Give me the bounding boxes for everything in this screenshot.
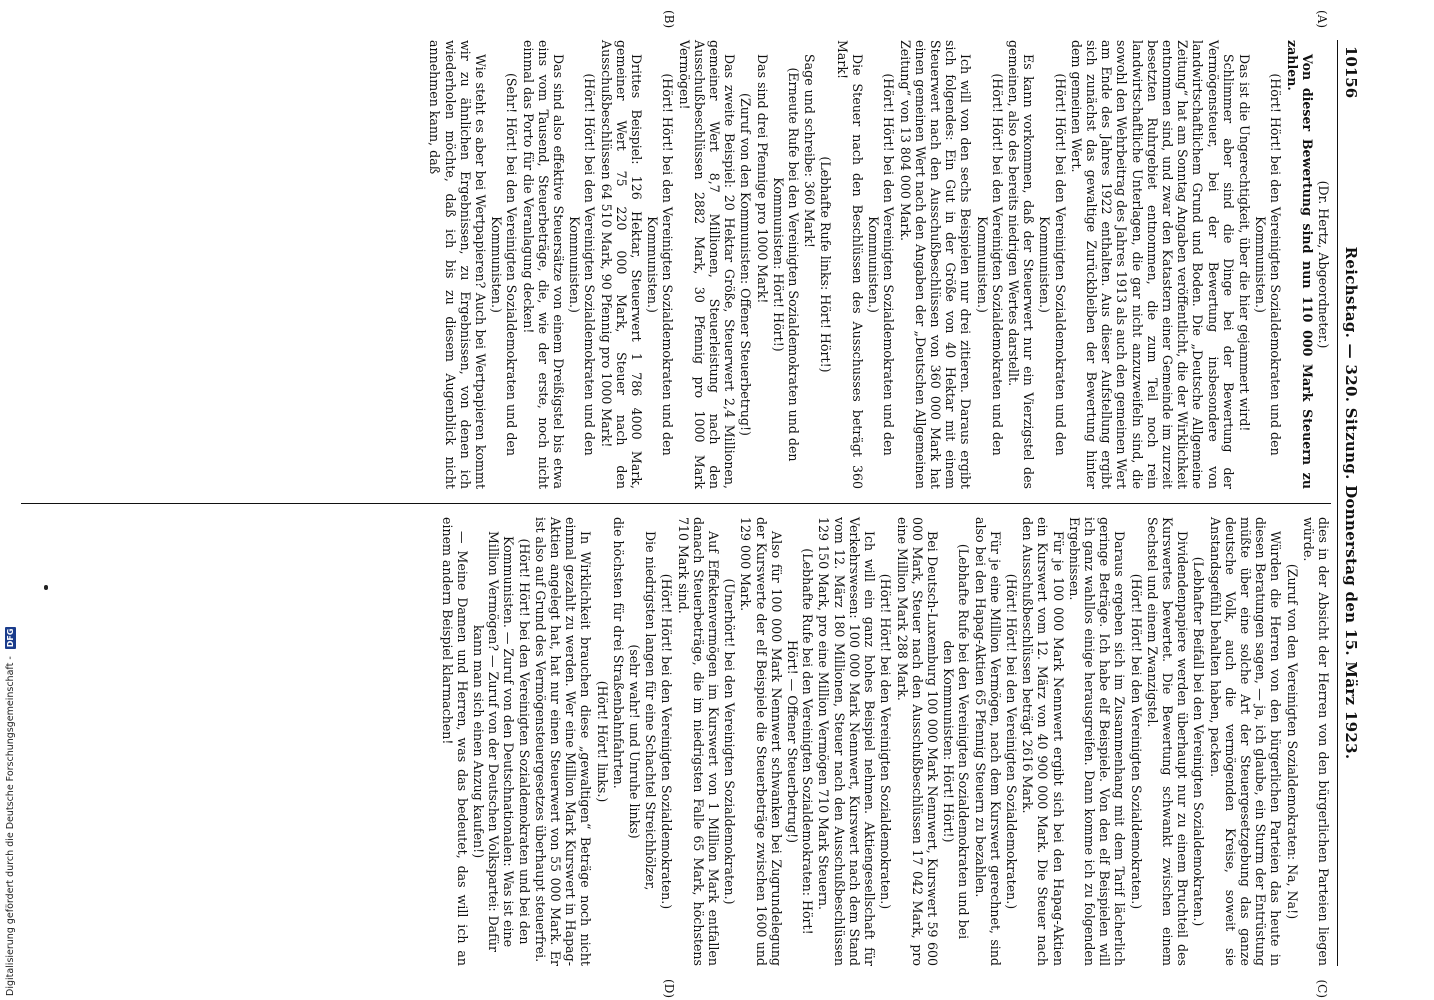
column-divider	[21, 503, 1331, 504]
paragraph: Wie steht es aber bei Wertpapieren? Auch bei Wertpapieren kommt wir zu ähnlichen Ergebnissen, zu Ergebnissen, von denen ich wiederholen möchte, daß ich bis zu diesem Augenblick nicht annehmen kann, daß	[427, 40, 489, 489]
paragraph: Das sind also effektive Steuersätze von einem Dreißigstel bis etwa eins vom Tausend, Steuerbeträge, die, wie der erste, noch nicht einmal das Porto für die Veranlagung decken!	[520, 40, 567, 489]
interjection: (Hört! Hört! bei den Vereinigten Sozialdemokraten.)	[1128, 573, 1144, 910]
right-column	[21, 503, 1331, 966]
paragraph: Für je 100 000 Mark Nennwert ergibt sich bei den Hapag-Aktien ein Kurswert vom 12. März von 40 900 000 Mark. Die Steuer nach den Ausschußbeschlüssen beträgt 2616 Mark.	[1020, 517, 1066, 966]
margin-mark-a: (A)	[1315, 10, 1329, 29]
paragraph: Die Steuer nach den Beschlüssen des Ausschusses beträgt 360 Mark!	[834, 40, 865, 489]
interjection: (Unerhört! bei den Vereinigten Sozialdemokraten.)	[722, 578, 738, 905]
paragraph: Auf Effektenvermögen im Kurswert von 1 Million Mark entfallen danach Steuerbeträge, die im niedrigsten Falle 65 Mark, höchstens 710 Mark sind.	[675, 517, 722, 966]
paragraph: Also für 100 000 Mark Nennwert schwanken bei Zugrundelegung der Kurswerte der elf Beispiele die Steuerbeträge zwischen 1600 und 129 000 Mark.	[738, 517, 784, 966]
interjection: (Lebhafte Rufe links: Hört! Hört!)	[818, 156, 834, 373]
page-header	[1337, 40, 1362, 966]
speaker-line: (Dr. Hertz, Abgeordneter.)	[1316, 180, 1331, 349]
text-columns	[21, 10, 1331, 998]
dfg-logo: DFG	[6, 628, 15, 648]
page-number: 10156	[1342, 46, 1360, 99]
interjection: (Hört! Hört! bei den Vereinigten Sozialdemokraten und bei den Kommunisten. — Zuruf von den Deutschnationalen: Was ist eine Million Vermögen? — Zuruf von der Deutschen Volkspartei: Dafür kann man sich einen Anzug kaufen!)	[471, 531, 532, 952]
paragraph: In Wirklichkeit brauchen diese „gewaltigen“ Beträge noch nicht einmal gezahlt zu werden. Wer eine Million Mark Kurswert in Hapag-Aktien angelegt hat, hat nur einen Steuerwert von 55 000 Mark. Er ist also auf Grund des Vermögensteuergesetzes überhaupt steuerfrei.	[532, 517, 594, 966]
paragraph: die höchsten für drei Straßenbahnfahrten.	[610, 517, 626, 789]
paragraph: Es kann vorkommen, daß der Steuerwert nur ein Vierzigstel des gemeinen, also des bereits niedrigen Wertes darstellt.	[1005, 40, 1037, 489]
paragraph: Schlimmer aber sind die Dinge bei der Bewertung der Vermögensteuer, bei der Bewertung insbesondere von landwirtschaftlichem Grund und Boden. Die „Deutsche Allgemeine Zeitung“ hat am Sonntag Angaben veröffentlicht, die der Wirklichkeit entnommen sind, und zwar den Katastern einer Gemeinde im zurzeit besetzten Ruhrgebiet entnommen, die zum Teil noch rein landwirtschaftliche Unterlagen, die gar nicht anzuzweifeln sind, die sowohl den Wehrbeitrag des Jahres 1913 als auch den gemeinen Wert am Ende des Jahres 1922 enthalten. Aus dieser Aufstellung ergibt sich zunächst das gewaltige Zurückbleiben der Bewertung hinter dem gemeinen Wert.	[1068, 40, 1236, 489]
interjection: (Hört! Hört! bei den Vereinigten Sozialdemokraten und den Kommunisten.)	[974, 73, 1005, 456]
interjection: (Lebhafte Rufe bei den Vereinigten Sozialdemokraten: Hört! Hört! — Offener Steuerbetrug!)	[785, 548, 816, 935]
paragraph: Bei Deutsch-Luxemburg 100 000 Mark Nennwert, Kurswert 59 600 000 Mark, Steuer nach den Ausschußbeschlüssen 17 042 Mark, pro eine Million Mark 288 Mark.	[894, 517, 940, 966]
interjection: (Sehr! Hört! bei den Vereinigten Sozialdemokraten und den Kommunisten.)	[489, 73, 520, 456]
interjection: (Hört! Hört! bei den Vereinigten Sozialdemokraten.)	[1003, 573, 1019, 910]
paragraph: Sage und schreibe: 360 Mark!	[802, 54, 818, 248]
margin-mark-c: (C)	[1315, 979, 1329, 998]
interjection: (Hört! Hört! bei den Vereinigten Sozialdemokraten.)	[878, 573, 894, 910]
dfg-footer	[2, 6, 20, 996]
interjection: (Erneute Rufe bei den Vereinigten Sozialdemokraten und den Kommunisten: Hört! Hört!)	[770, 67, 802, 462]
paragraph: — Meine Damen und Herren, was das bedeutet, das will ich an einem andern Beispiel klarmachen!	[439, 517, 470, 966]
paragraph: dies in der Absicht der Herren von den bürgerlichen Parteien liegen würde.	[1300, 517, 1331, 966]
interjection: (Hört! Hört! bei den Vereinigten Sozialdemokraten und den Kommunisten.)	[645, 73, 676, 456]
interjection: (Lebhafte Rufe bei den Vereinigten Sozialdemokraten und bei den Kommunisten: Hört! Hört!)	[941, 543, 972, 940]
paragraph: Würden die Herren von den bürgerlichen Parteien das heute in diesen Beratungen sagen, — ja, ich glaube, ein Sturm der Entrüstung müßte über eine solche Art der Steuergesetzgebung das ganze deutsche Volk, auch die vermögenden Kreise, soweit sie Anstandsgefühl behalten haben, packen.	[1207, 517, 1284, 966]
left-column	[21, 40, 1331, 503]
interjection: (Hört! Hört! links.)	[594, 680, 610, 803]
interjection: (sehr wahr! und Unruhe links)	[627, 644, 643, 839]
interjection: (Zuruf von den Kommunisten: Offener Steuerbetrug!)	[738, 93, 754, 436]
paragraph: Daraus ergeben sich im Zusammenhang mit dem Tarif lächerlich geringe Beträge. Ich habe elf Beispiele. Von den elf Beispielen will ich ganz wahllos einige herausgreifen. Dann komme ich zu folgenden Ergebnissen.	[1066, 517, 1128, 966]
paragraph: Für je eine Million Vermögen, nach dem Kurswert gerechnet, sind also bei den Hapag-Aktien 65 Pfennig Steuern zu bezahlen.	[972, 517, 1003, 966]
margin-mark-b: (B)	[662, 10, 676, 29]
paragraph: Von dieser Bewertung sind nun 110 000 Mark Steuern zu zahlen.	[1284, 40, 1315, 489]
print-speck	[44, 585, 48, 590]
interjection: (Hört! Hört! bei den Vereinigten Sozialdemokraten und den Kommunisten.)	[567, 73, 598, 456]
paragraph: Dividendenpapiere werden überhaupt nur zu einem Bruchteil des Kurswertes bewertet. Die Bewertung schwankt zwischen einem Sechstel und einem Zwanzigstel.	[1144, 517, 1191, 966]
footer-text: Digitalisierung gefördert durch die Deutsche Forschungsgemeinschaft -	[5, 656, 16, 996]
paragraph: Die niedrigsten langen für eine Schachtel Streichhölzer,	[643, 531, 659, 891]
paragraph: Drittes Beispiel: 126 Hektar, Steuerwert 1 786 4000 Mark, gemeiner Wert 75 220 000 Mark, Steuer nach den Ausschußbeschlüssen 64 510 Mark, 90 Pfennig pro 1000 Mark!	[598, 40, 645, 489]
page-title: Reichstag. — 320. Sitzung. Donnerstag den 15. März 1923.	[1342, 246, 1360, 760]
interjection: (Hört! Hört! bei den Vereinigten Sozialdemokraten und den Kommunisten.)	[1253, 73, 1284, 456]
paragraph: Ich will ein ganz hohes Beispiel nehmen. Aktiengesellschaft für Verkehrswesen: 100 000 Mark Nennwert, Kurswert nach dem Stand vom 12. März 180 Millionen, Steuer nach den Ausschußbeschlüssen 129 150 Mark, pro eine Million Vermögen 710 Mark Steuern.	[816, 517, 878, 966]
interjection: (Hört! Hört! bei den Vereinigten Sozialdemokraten und den Kommunisten.)	[866, 73, 897, 456]
interjection: (Hört! Hört! bei den Vereinigten Sozialdemokraten.)	[659, 573, 675, 910]
interjection: (Zuruf von den Vereinigten Sozialdemokraten: Na, Na!)	[1284, 563, 1300, 920]
interjection: (Hört! Hört! bei den Vereinigten Sozialdemokraten und den Kommunisten.)	[1037, 73, 1068, 456]
interjection: (Lebhafter Beifall bei den Vereinigten Sozialdemokraten.)	[1191, 556, 1207, 927]
paragraph: Das ist die Ungerechtigkeit, über die hier gejammert wird!	[1236, 54, 1252, 432]
paragraph: Ich will von den sechs Beispielen nur drei zitieren. Daraus ergibt sich folgendes: Ein Gut in der Größe von 40 Hektar mit einem Steuerwert nach den Ausschußbeschlüssen von 360 000 Mark hat einen gemeinen Wert nach den Angaben der „Deutschen Allgemeinen Zeitung“ von 13 804 000 Mark.	[897, 40, 974, 489]
paragraph: Das zweite Beispiel: 20 Hektar Größe, Steuerwert 2,4 Millionen, gemeiner Wert 8,7 Millionen, Steuerleistung nach den Ausschußbeschlüssen 2882 Mark, 30 Pfennig pro 1000 Mark Vermögen!	[676, 40, 738, 489]
paragraph: Das sind drei Pfennige pro 1000 Mark!	[754, 54, 770, 304]
margin-mark-d: (D)	[662, 979, 676, 998]
